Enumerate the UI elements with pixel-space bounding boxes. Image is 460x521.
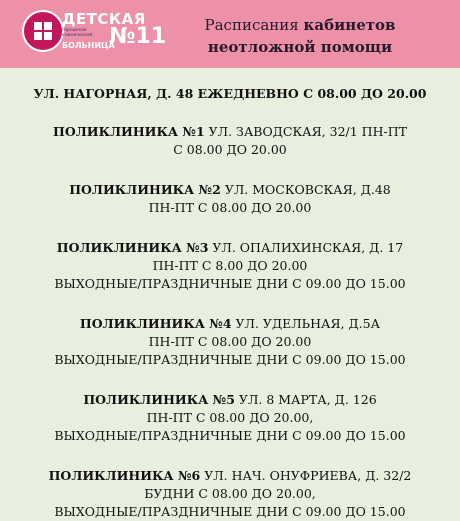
schedule-content	[0, 68, 460, 521]
clinic-address: УЛ. НАЧ. ОНУФРИЕВА, Д. 32/2	[200, 468, 412, 483]
clinic-hours-line: ВЫХОДНЫЕ/ПРАЗДНИЧНЫЕ ДНИ С 09.00 ДО 15.00	[54, 428, 406, 443]
clinic-hours-line: БУДНИ С 08.00 ДО 20.00,	[144, 486, 316, 501]
clinic-header-line	[0, 239, 460, 257]
clinic-address: УЛ. 8 МАРТА, Д. 126	[234, 392, 377, 407]
clinic-address: УЛ. МОСКОВСКАЯ, Д.48	[220, 182, 391, 197]
logo-emblem-icon	[22, 10, 64, 52]
clinic-address: УЛ. ОПАЛИХИНСКАЯ, Д. 17	[208, 240, 404, 255]
clinic-address: УЛ. УДЕЛЬНАЯ, Д.5А	[231, 316, 381, 331]
clinic-hours-line: ВЫХОДНЫЕ/ПРАЗДНИЧНЫЕ ДНИ С 09.00 ДО 15.00	[54, 276, 406, 291]
clinic-block	[0, 391, 460, 445]
page-title	[150, 14, 450, 58]
clinic-hours-line: ПН-ПТ С 08.00 ДО 20.00	[148, 334, 312, 349]
clinic-hours-line: С 08.00 ДО 20.00	[173, 142, 287, 157]
clinic-header-line	[0, 391, 460, 409]
clinic-block	[0, 123, 460, 159]
clinic-hours-line: ПН-ПТ С 8.00 ДО 20.00	[152, 258, 308, 273]
clinic-header-line	[0, 123, 460, 141]
clinic-name: ПОЛИКЛИНИКА №3	[56, 240, 209, 255]
clinic-block	[0, 239, 460, 293]
clinic-hours-line: ВЫХОДНЫЕ/ПРАЗДНИЧНЫЕ ДНИ С 09.00 ДО 15.00	[54, 352, 406, 367]
title-bold1: кабинетов	[303, 16, 396, 34]
clinic-name: ПОЛИКЛИНИКА №5	[83, 392, 235, 407]
clinic-header-line	[0, 315, 460, 333]
clinic-name: ПОЛИКЛИНИКА №6	[48, 468, 201, 483]
header-banner	[0, 0, 460, 68]
logo-number: №11	[109, 24, 167, 49]
clinic-name: ПОЛИКЛИНИКА №4	[79, 316, 232, 331]
hospital-logo	[22, 10, 167, 60]
clinic-block	[0, 315, 460, 369]
clinic-hours-line: ПН-ПТ С 08.00 ДО 20.00,	[146, 410, 314, 425]
logo-word-bottom: БОЛЬНИЦА	[62, 41, 115, 50]
clinic-header-line	[0, 467, 460, 485]
clinic-hours-line: ВЫХОДНЫЕ/ПРАЗДНИЧНЫЕ ДНИ С 09.00 ДО 15.00	[54, 504, 406, 519]
logo-word-sub: городская клиническая	[62, 28, 93, 38]
clinic-address: УЛ. ЗАВОДСКАЯ, 32/1 ПН-ПТ	[204, 124, 407, 139]
title-part1: Расписания	[204, 16, 304, 34]
clinic-hours-line: ПН-ПТ С 08.00 ДО 20.00	[148, 200, 312, 215]
title-bold2: неотложной помощи	[207, 38, 393, 56]
clinic-block	[0, 181, 460, 217]
clinic-name: ПОЛИКЛИНИКА №1	[53, 124, 205, 139]
clinic-list	[0, 123, 460, 521]
logo-word-top: ДЕТСКАЯ	[62, 10, 146, 28]
clinic-header-line	[0, 181, 460, 199]
clinic-name: ПОЛИКЛИНИКА №2	[69, 182, 221, 197]
main-address-line: УЛ. НАГОРНАЯ, Д. 48 ЕЖЕДНЕВНО С 08.00 ДО 20.00	[33, 86, 427, 101]
